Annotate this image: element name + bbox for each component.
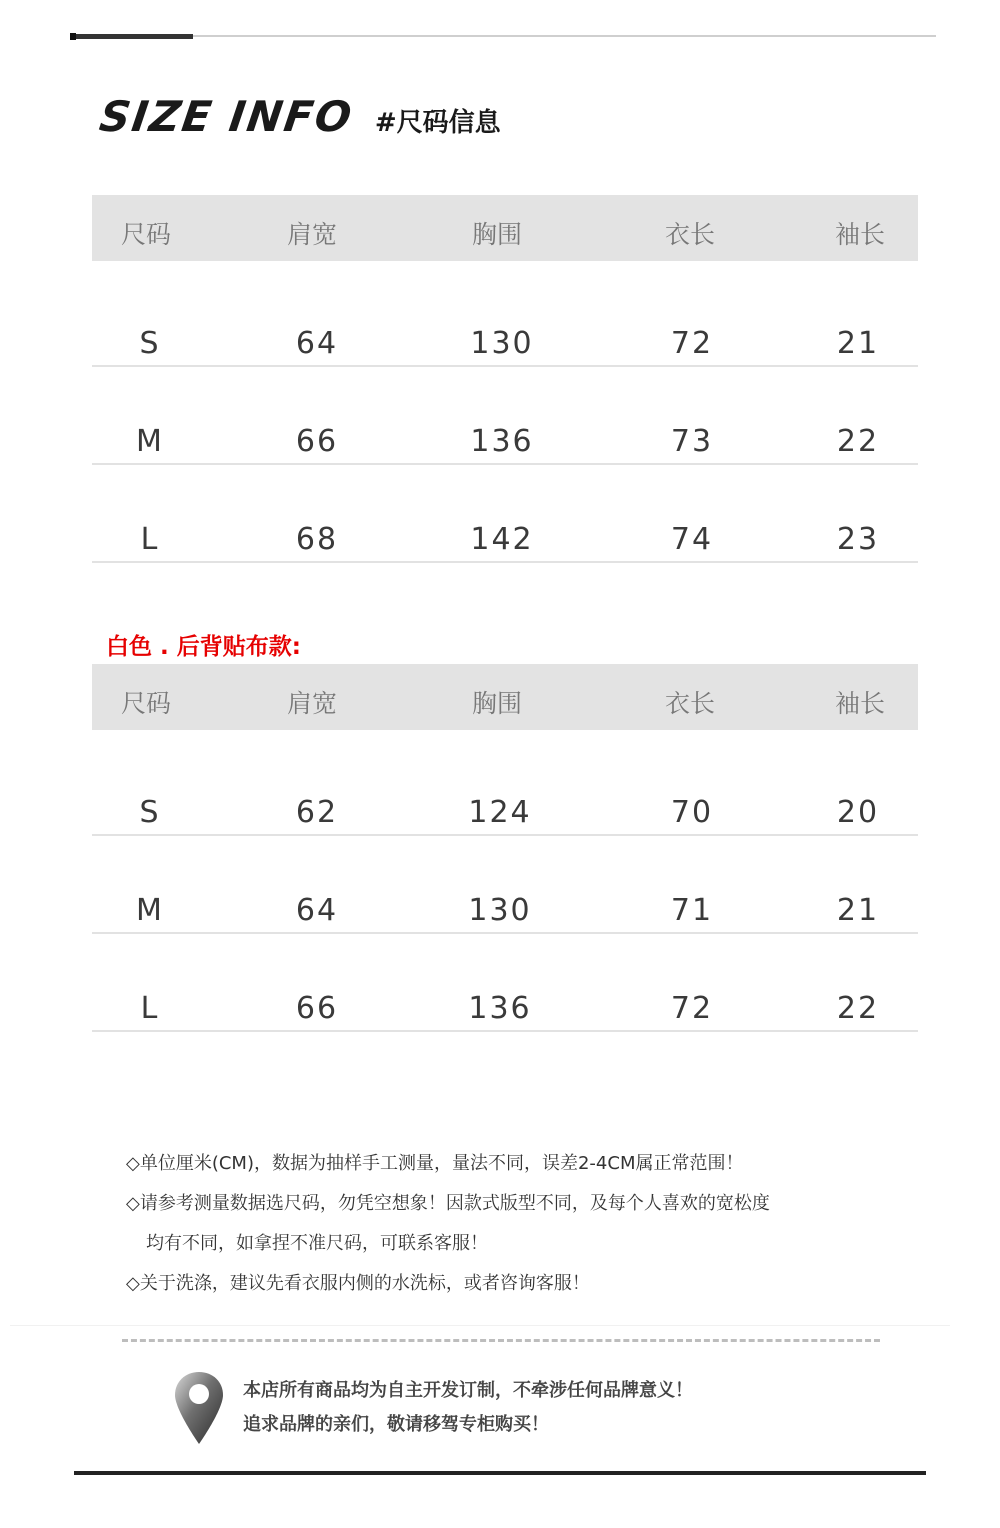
- table-row: [92, 934, 918, 1032]
- footer-line-1: 本店所有商品均为自主开发订制，不牵涉任何品牌意义！: [243, 1380, 693, 1401]
- cell-chest: 136: [468, 991, 532, 1026]
- cell-shoulder: 64: [295, 326, 339, 361]
- footer-line-2: 追求品牌的亲们，敬请移驾专柜购买！: [243, 1414, 549, 1435]
- cell-chest: 130: [468, 893, 532, 928]
- cell-chest: 142: [470, 522, 534, 557]
- title-chinese: #尺码信息: [374, 108, 501, 138]
- location-pin-icon: [172, 1370, 226, 1446]
- cell-shoulder: 66: [295, 991, 339, 1026]
- table-header: [92, 195, 918, 261]
- cell-size: S: [139, 795, 161, 830]
- table-row: [92, 465, 918, 563]
- size-notes: [126, 1144, 926, 1304]
- table-header: [92, 664, 918, 730]
- cell-size: M: [136, 893, 164, 928]
- cell-size: L: [140, 991, 160, 1026]
- cell-length: 72: [670, 326, 714, 361]
- cell-chest: 130: [470, 326, 534, 361]
- note-reference: ◇请参考测量数据选尺码，勿凭空想象！因款式版型不同，及每个人喜欢的宽松度: [126, 1193, 770, 1214]
- section-label-white-patch: 白色 . 后背贴布款:: [106, 634, 301, 660]
- col-header-length: 衣长: [664, 689, 716, 718]
- cell-sleeve: 20: [836, 795, 880, 830]
- cell-chest: 136: [470, 424, 534, 459]
- top-divider-dot: [70, 33, 76, 40]
- cell-sleeve: 21: [836, 893, 880, 928]
- cell-shoulder: 68: [295, 522, 339, 557]
- cell-shoulder: 66: [295, 424, 339, 459]
- dashed-divider: [122, 1339, 880, 1342]
- col-header-shoulder: 肩宽: [286, 689, 338, 718]
- table-row: [92, 367, 918, 465]
- cell-sleeve: 22: [836, 991, 880, 1026]
- size-table-2: [92, 664, 918, 1032]
- table-row: [92, 836, 918, 934]
- cell-sleeve: 22: [836, 424, 880, 459]
- top-divider-accent: [70, 34, 193, 39]
- cell-length: 72: [670, 991, 714, 1026]
- table-row: [92, 730, 918, 836]
- col-header-size: 尺码: [120, 220, 172, 249]
- col-header-length: 衣长: [664, 220, 716, 249]
- cell-size: S: [139, 326, 161, 361]
- cell-length: 74: [670, 522, 714, 557]
- cell-length: 70: [670, 795, 714, 830]
- col-header-size: 尺码: [120, 689, 172, 718]
- table-row: [92, 261, 918, 367]
- note-washing: ◇关于洗涤，建议先看衣服内侧的水洗标，或者咨询客服！: [126, 1273, 590, 1294]
- cell-sleeve: 23: [836, 522, 880, 557]
- col-header-sleeve: 袖长: [834, 689, 886, 718]
- title-english: SIZE INFO: [96, 92, 357, 141]
- bottom-divider: [74, 1471, 926, 1475]
- col-header-chest: 胸围: [471, 220, 523, 249]
- size-table-1: [92, 195, 918, 563]
- cell-sleeve: 21: [836, 326, 880, 361]
- col-header-chest: 胸围: [471, 689, 523, 718]
- faint-divider: [10, 1325, 950, 1326]
- note-unit: ◇单位厘米(CM)，数据为抽样手工测量，量法不同，误差2-4CM属正常范围！: [126, 1153, 744, 1174]
- cell-shoulder: 62: [295, 795, 339, 830]
- footer-notice: [243, 1374, 693, 1442]
- cell-size: L: [140, 522, 160, 557]
- col-header-shoulder: 肩宽: [286, 220, 338, 249]
- page-title: [96, 92, 501, 142]
- top-divider: [70, 35, 936, 37]
- cell-shoulder: 64: [295, 893, 339, 928]
- cell-length: 73: [670, 424, 714, 459]
- cell-size: M: [136, 424, 164, 459]
- col-header-sleeve: 袖长: [834, 220, 886, 249]
- cell-chest: 124: [468, 795, 532, 830]
- note-reference-cont: 均有不同，如拿捏不准尺码，可联系客服！: [146, 1233, 488, 1254]
- cell-length: 71: [670, 893, 714, 928]
